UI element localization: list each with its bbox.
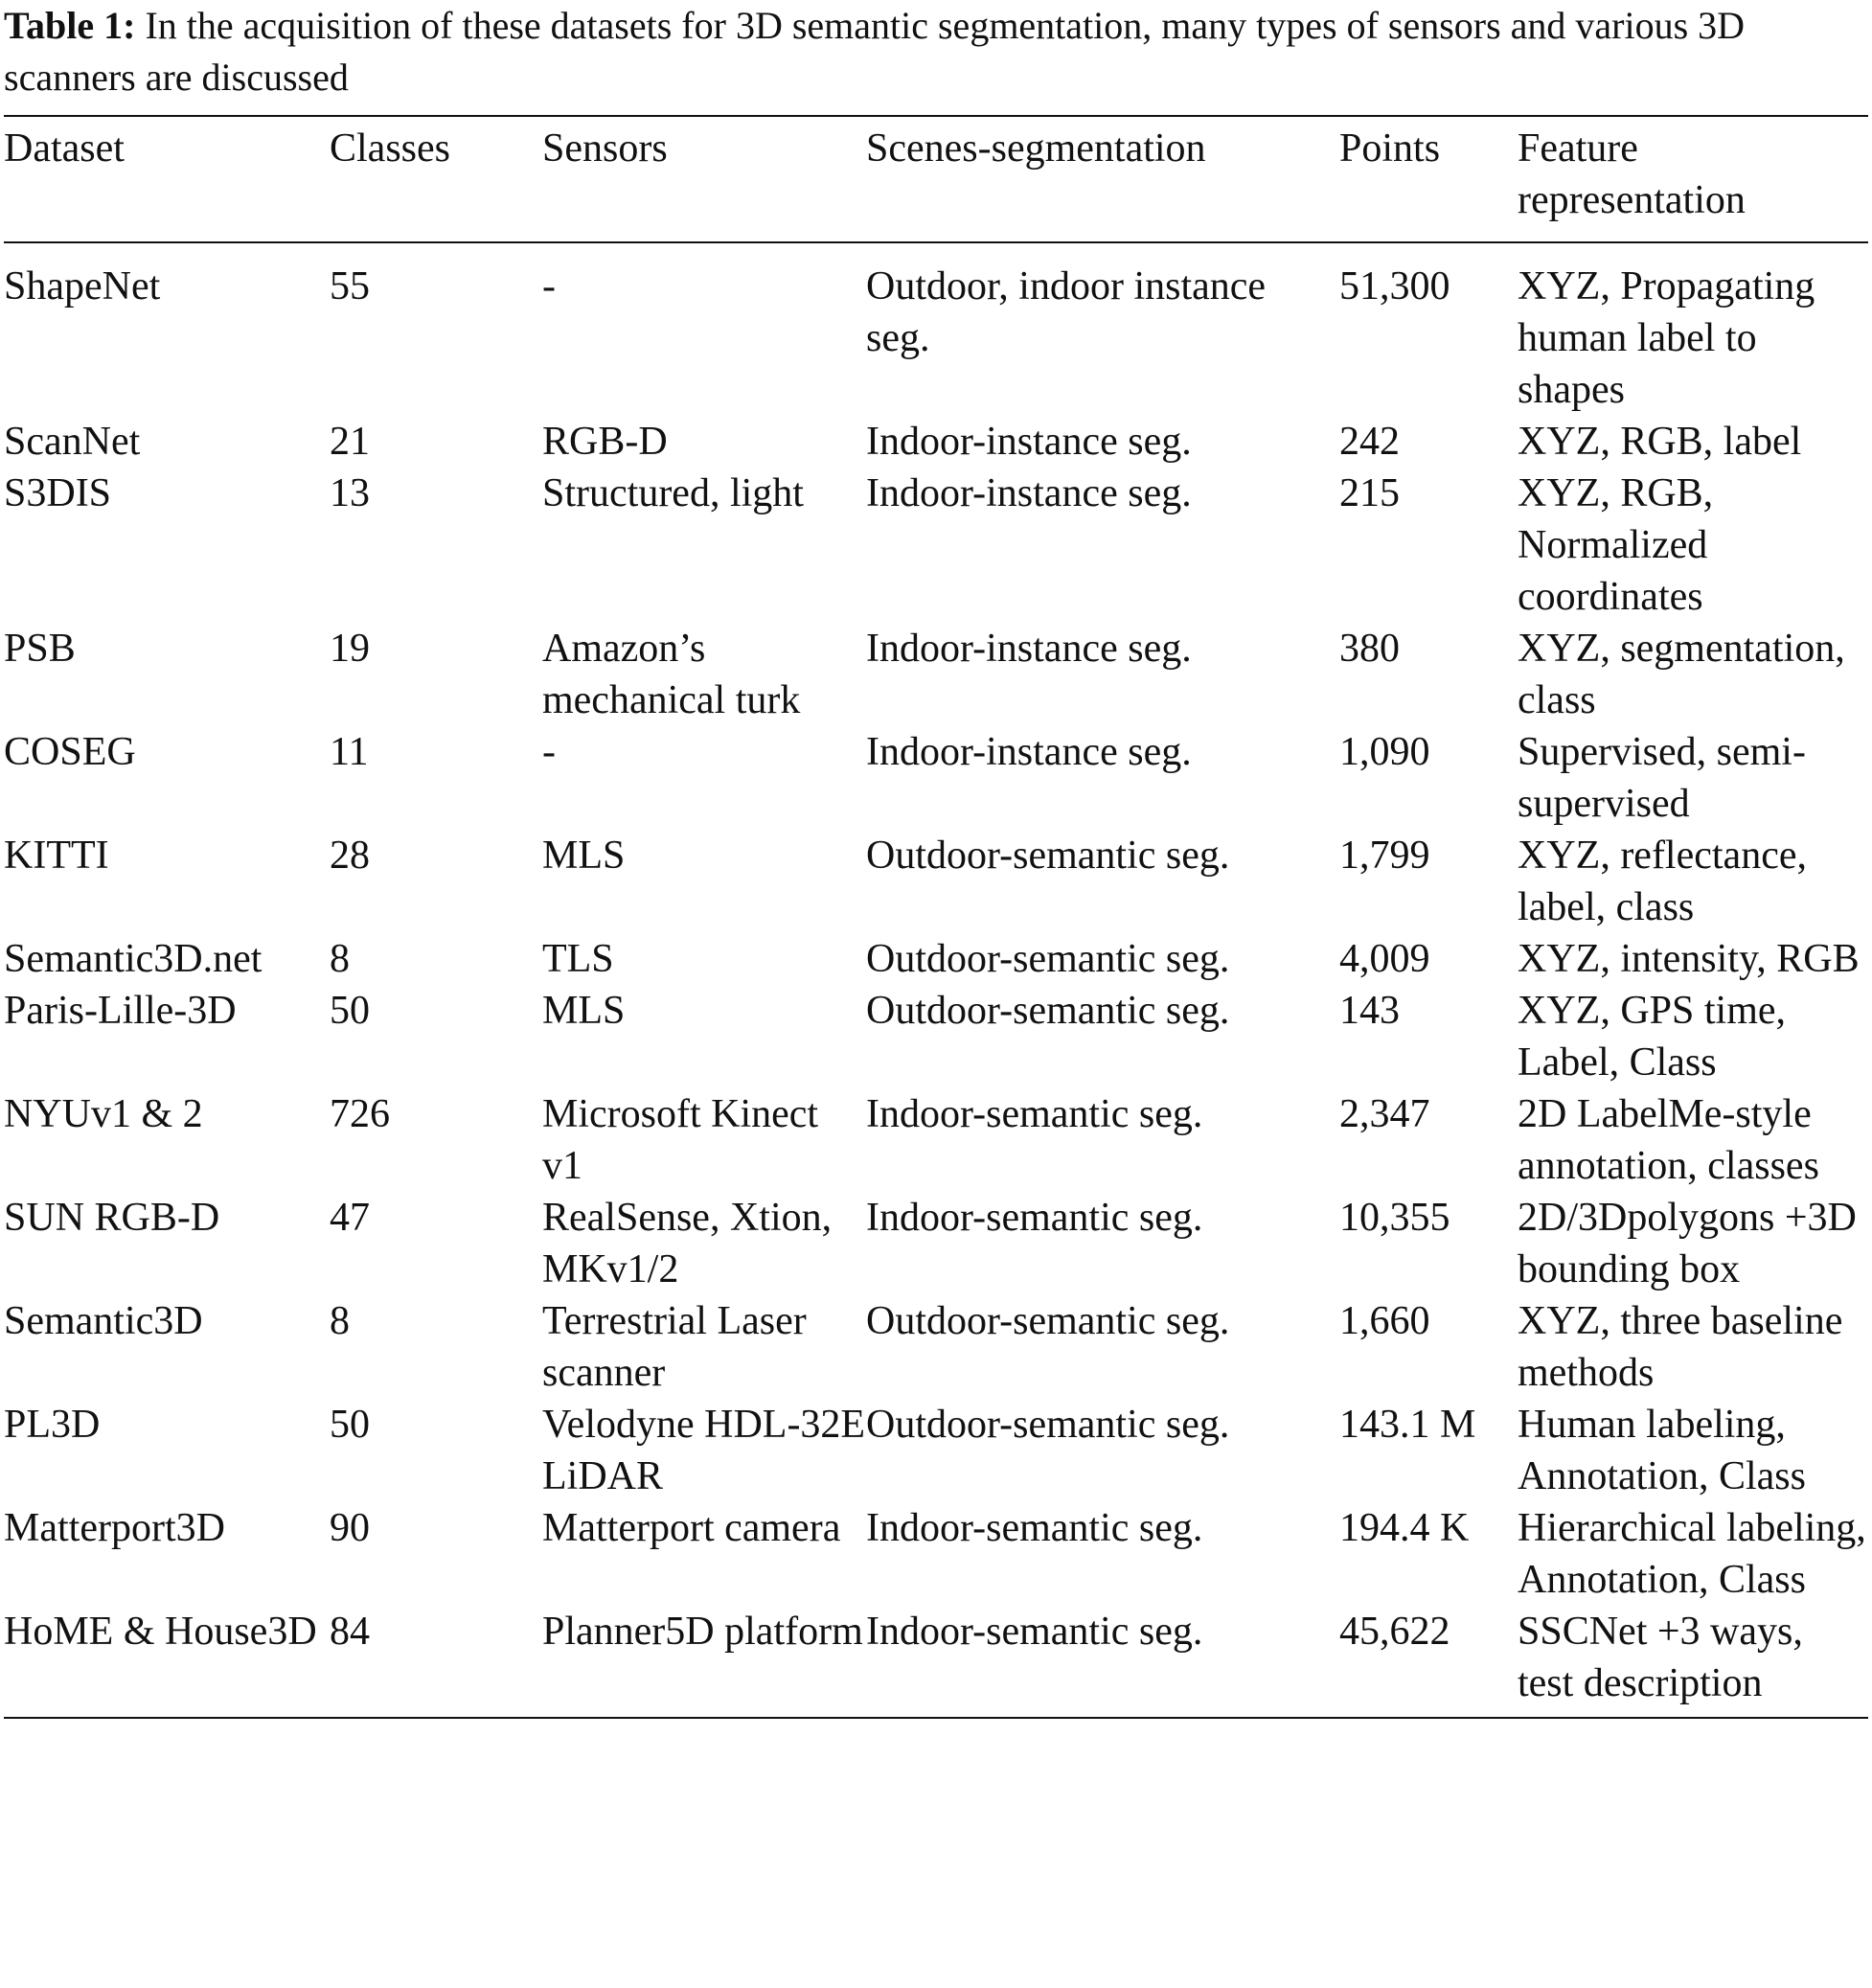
cell-feature-representation: 2D/3Dpolygons +3D bounding box bbox=[1518, 1196, 1857, 1291]
cell-feature-representation: XYZ, segmentation, class bbox=[1518, 627, 1845, 722]
table-row bbox=[4, 830, 1868, 933]
cell-points: 4,009 bbox=[1339, 937, 1430, 981]
table-row bbox=[4, 1295, 1868, 1399]
cell-feature-representation: Hierarchical labeling, Annotation, Class bbox=[1518, 1506, 1866, 1602]
cell-classes: 50 bbox=[330, 1403, 370, 1447]
cell-scenes-segmentation: Outdoor-semantic seg. bbox=[866, 1299, 1230, 1343]
cell-classes: 8 bbox=[330, 1299, 350, 1343]
cell-classes: 13 bbox=[330, 471, 370, 515]
cell-feature-representation: XYZ, RGB, Normalized coordinates bbox=[1518, 471, 1714, 619]
cell-sensors: Velodyne HDL-32E LiDAR bbox=[542, 1403, 866, 1498]
table-body bbox=[4, 242, 1868, 1718]
cell-sensors: Structured, light bbox=[542, 471, 804, 515]
table-row bbox=[4, 1192, 1868, 1295]
cell-feature-representation: Human labeling, Annotation, Class bbox=[1518, 1403, 1806, 1498]
cell-scenes-segmentation: Outdoor-semantic seg. bbox=[866, 989, 1230, 1033]
cell-sensors: Matterport camera bbox=[542, 1506, 841, 1550]
table-row bbox=[4, 468, 1868, 623]
cell-sensors: RGB-D bbox=[542, 420, 668, 464]
header-dataset: Dataset bbox=[4, 126, 125, 171]
header-scenes-segmentation: Scenes-segmentation bbox=[866, 126, 1206, 171]
cell-points: 1,660 bbox=[1339, 1299, 1430, 1343]
cell-sensors: Terrestrial Laser scanner bbox=[542, 1299, 807, 1395]
header-row bbox=[4, 116, 1868, 242]
header-classes: Classes bbox=[330, 126, 450, 171]
cell-points: 242 bbox=[1339, 420, 1400, 464]
cell-feature-representation: XYZ, reflectance, label, class bbox=[1518, 834, 1807, 929]
header-feature-representation: Feature representation bbox=[1518, 126, 1746, 222]
cell-sensors: MLS bbox=[542, 989, 626, 1033]
cell-classes: 50 bbox=[330, 989, 370, 1033]
cell-scenes-segmentation: Indoor-semantic seg. bbox=[866, 1196, 1203, 1240]
cell-dataset: NYUv1 & 2 bbox=[4, 1092, 203, 1136]
cell-scenes-segmentation: Indoor-instance seg. bbox=[866, 471, 1192, 515]
cell-classes: 55 bbox=[330, 264, 370, 308]
table-row bbox=[4, 726, 1868, 830]
cell-sensors: - bbox=[542, 264, 556, 308]
cell-feature-representation: Supervised, semi-supervised bbox=[1518, 730, 1806, 826]
cell-classes: 19 bbox=[330, 627, 370, 671]
cell-feature-representation: XYZ, intensity, RGB bbox=[1518, 937, 1860, 981]
cell-scenes-segmentation: Indoor-instance seg. bbox=[866, 420, 1192, 464]
caption-text: In the acquisition of these datasets for 3D semantic segmentation, many types of sensors and various 3D scanners are discussed bbox=[4, 4, 1746, 99]
cell-classes: 28 bbox=[330, 834, 370, 878]
cell-points: 194.4 K bbox=[1339, 1506, 1470, 1550]
cell-scenes-segmentation: Indoor-semantic seg. bbox=[866, 1610, 1203, 1654]
cell-scenes-segmentation: Indoor-instance seg. bbox=[866, 730, 1192, 774]
cell-scenes-segmentation: Indoor-semantic seg. bbox=[866, 1092, 1203, 1136]
cell-dataset: S3DIS bbox=[4, 471, 112, 515]
cell-points: 45,622 bbox=[1339, 1610, 1450, 1654]
cell-dataset: KITTI bbox=[4, 834, 109, 878]
cell-points: 10,355 bbox=[1339, 1196, 1450, 1240]
cell-feature-representation: 2D LabelMe-style annotation, classes bbox=[1518, 1092, 1819, 1188]
table-caption bbox=[4, 0, 1868, 103]
cell-dataset: Semantic3D.net bbox=[4, 937, 263, 981]
cell-points: 1,090 bbox=[1339, 730, 1430, 774]
cell-feature-representation: XYZ, RGB, label bbox=[1518, 420, 1802, 464]
cell-dataset: COSEG bbox=[4, 730, 136, 774]
header-sensors: Sensors bbox=[542, 126, 668, 171]
datasets-table bbox=[4, 115, 1868, 1719]
cell-points: 143.1 M bbox=[1339, 1403, 1476, 1447]
table-row bbox=[4, 933, 1868, 985]
table-row bbox=[4, 1502, 1868, 1606]
cell-points: 2,347 bbox=[1339, 1092, 1430, 1136]
cell-scenes-segmentation: Indoor-instance seg. bbox=[866, 627, 1192, 671]
cell-points: 51,300 bbox=[1339, 264, 1450, 308]
cell-dataset: Paris-Lille-3D bbox=[4, 989, 237, 1033]
cell-feature-representation: XYZ, three baseline methods bbox=[1518, 1299, 1843, 1395]
table-row bbox=[4, 416, 1868, 468]
cell-dataset: PSB bbox=[4, 627, 76, 671]
cell-dataset: PL3D bbox=[4, 1403, 101, 1447]
table-row bbox=[4, 242, 1868, 416]
cell-points: 215 bbox=[1339, 471, 1400, 515]
cell-scenes-segmentation: Outdoor-semantic seg. bbox=[866, 937, 1230, 981]
cell-dataset: Semantic3D bbox=[4, 1299, 203, 1343]
cell-scenes-segmentation: Outdoor-semantic seg. bbox=[866, 1403, 1230, 1447]
table-row bbox=[4, 1606, 1868, 1718]
cell-classes: 84 bbox=[330, 1610, 370, 1654]
cell-feature-representation: SSCNet +3 ways, test description bbox=[1518, 1610, 1803, 1705]
cell-sensors: MLS bbox=[542, 834, 626, 878]
cell-classes: 21 bbox=[330, 420, 370, 464]
caption-label: Table 1: bbox=[4, 4, 136, 47]
header-points: Points bbox=[1339, 126, 1441, 171]
cell-scenes-segmentation: Indoor-semantic seg. bbox=[866, 1506, 1203, 1550]
cell-dataset: Matterport3D bbox=[4, 1506, 225, 1550]
cell-feature-representation: XYZ, Propagating human label to shapes bbox=[1518, 264, 1815, 412]
cell-sensors: TLS bbox=[542, 937, 614, 981]
cell-classes: 47 bbox=[330, 1196, 370, 1240]
cell-scenes-segmentation: Outdoor-semantic seg. bbox=[866, 834, 1230, 878]
cell-points: 1,799 bbox=[1339, 834, 1430, 878]
cell-sensors: Planner5D platform bbox=[542, 1610, 863, 1654]
cell-dataset: SUN RGB-D bbox=[4, 1196, 220, 1240]
table-row bbox=[4, 985, 1868, 1088]
cell-dataset: ScanNet bbox=[4, 420, 141, 464]
cell-sensors: Amazon’s mechanical turk bbox=[542, 627, 801, 722]
cell-classes: 726 bbox=[330, 1092, 390, 1136]
cell-points: 380 bbox=[1339, 627, 1400, 671]
cell-classes: 90 bbox=[330, 1506, 370, 1550]
table-row bbox=[4, 1399, 1868, 1502]
cell-classes: 11 bbox=[330, 730, 369, 774]
cell-feature-representation: XYZ, GPS time, Label, Class bbox=[1518, 989, 1787, 1085]
cell-scenes-segmentation: Outdoor, indoor instance seg. bbox=[866, 264, 1267, 360]
cell-sensors: - bbox=[542, 730, 556, 774]
cell-points: 143 bbox=[1339, 989, 1400, 1033]
cell-dataset: ShapeNet bbox=[4, 264, 161, 308]
table-row bbox=[4, 1088, 1868, 1192]
cell-dataset: HoME & House3D bbox=[4, 1610, 317, 1654]
cell-classes: 8 bbox=[330, 937, 350, 981]
cell-sensors: RealSense, Xtion, MKv1/2 bbox=[542, 1196, 833, 1291]
cell-sensors: Microsoft Kinect v1 bbox=[542, 1092, 819, 1188]
table-row bbox=[4, 623, 1868, 726]
